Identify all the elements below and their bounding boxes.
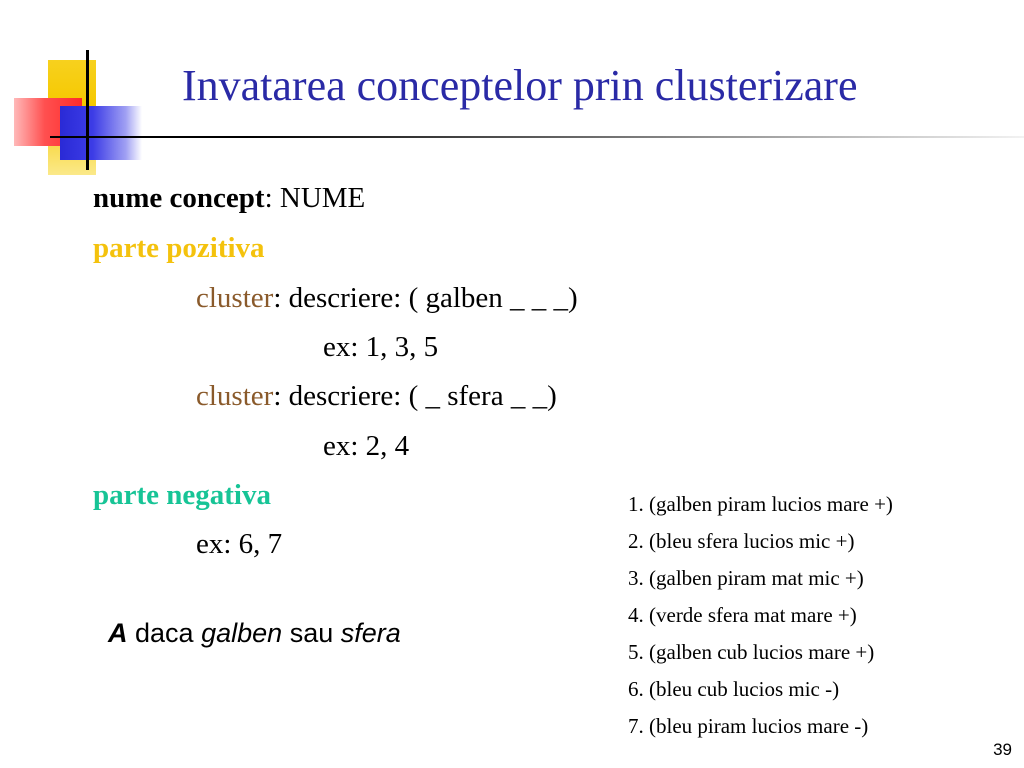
- page-number: 39: [993, 740, 1012, 759]
- rule-word-sau: sau: [289, 618, 334, 648]
- list-item: 5. (galben cub lucios mare +): [628, 640, 875, 664]
- list-item: 6. (bleu cub lucios mic -): [628, 677, 840, 701]
- cluster-2-label: cluster: [196, 380, 274, 412]
- concept-name-line: [93, 184, 365, 213]
- slide-title: Invatarea conceptelor prin clusterizare: [182, 61, 858, 110]
- list-item: 2. (bleu sfera lucios mic +): [628, 529, 855, 553]
- title-underline: [50, 136, 1024, 138]
- cluster-1-examples: ex: 1, 3, 5: [323, 331, 439, 363]
- cluster-1-description: : descriere: ( galben _ _ _): [273, 282, 578, 314]
- decorative-vertical-line: [86, 50, 89, 170]
- rule-term-galben: galben: [201, 618, 283, 648]
- negative-part-heading: parte negativa: [93, 479, 271, 511]
- cluster-2-description: : descriere: ( _ sfera _ _): [273, 380, 557, 412]
- concept-name-label: nume concept: [93, 182, 265, 214]
- examples-list: [628, 486, 893, 745]
- list-item: 1. (galben piram lucios mare +): [628, 492, 893, 516]
- cluster-2-examples: ex: 2, 4: [323, 430, 410, 462]
- concept-rule: [108, 620, 401, 647]
- concept-name-value: : NUME: [264, 182, 366, 214]
- positive-part-heading: parte pozitiva: [93, 232, 265, 264]
- list-item: 3. (galben piram mat mic +): [628, 566, 864, 590]
- negative-examples: ex: 6, 7: [196, 528, 283, 560]
- cluster-1-label: cluster: [196, 282, 274, 314]
- rule-word-daca: daca: [135, 618, 194, 648]
- cluster-2-line: [196, 382, 557, 411]
- list-item: 7. (bleu piram lucios mare -): [628, 714, 869, 738]
- cluster-1-line: [196, 284, 578, 313]
- list-item: 4. (verde sfera mat mare +): [628, 603, 857, 627]
- rule-term-sfera: sfera: [340, 618, 401, 648]
- decorative-blue-square: [60, 106, 142, 160]
- rule-subject: A: [108, 618, 128, 648]
